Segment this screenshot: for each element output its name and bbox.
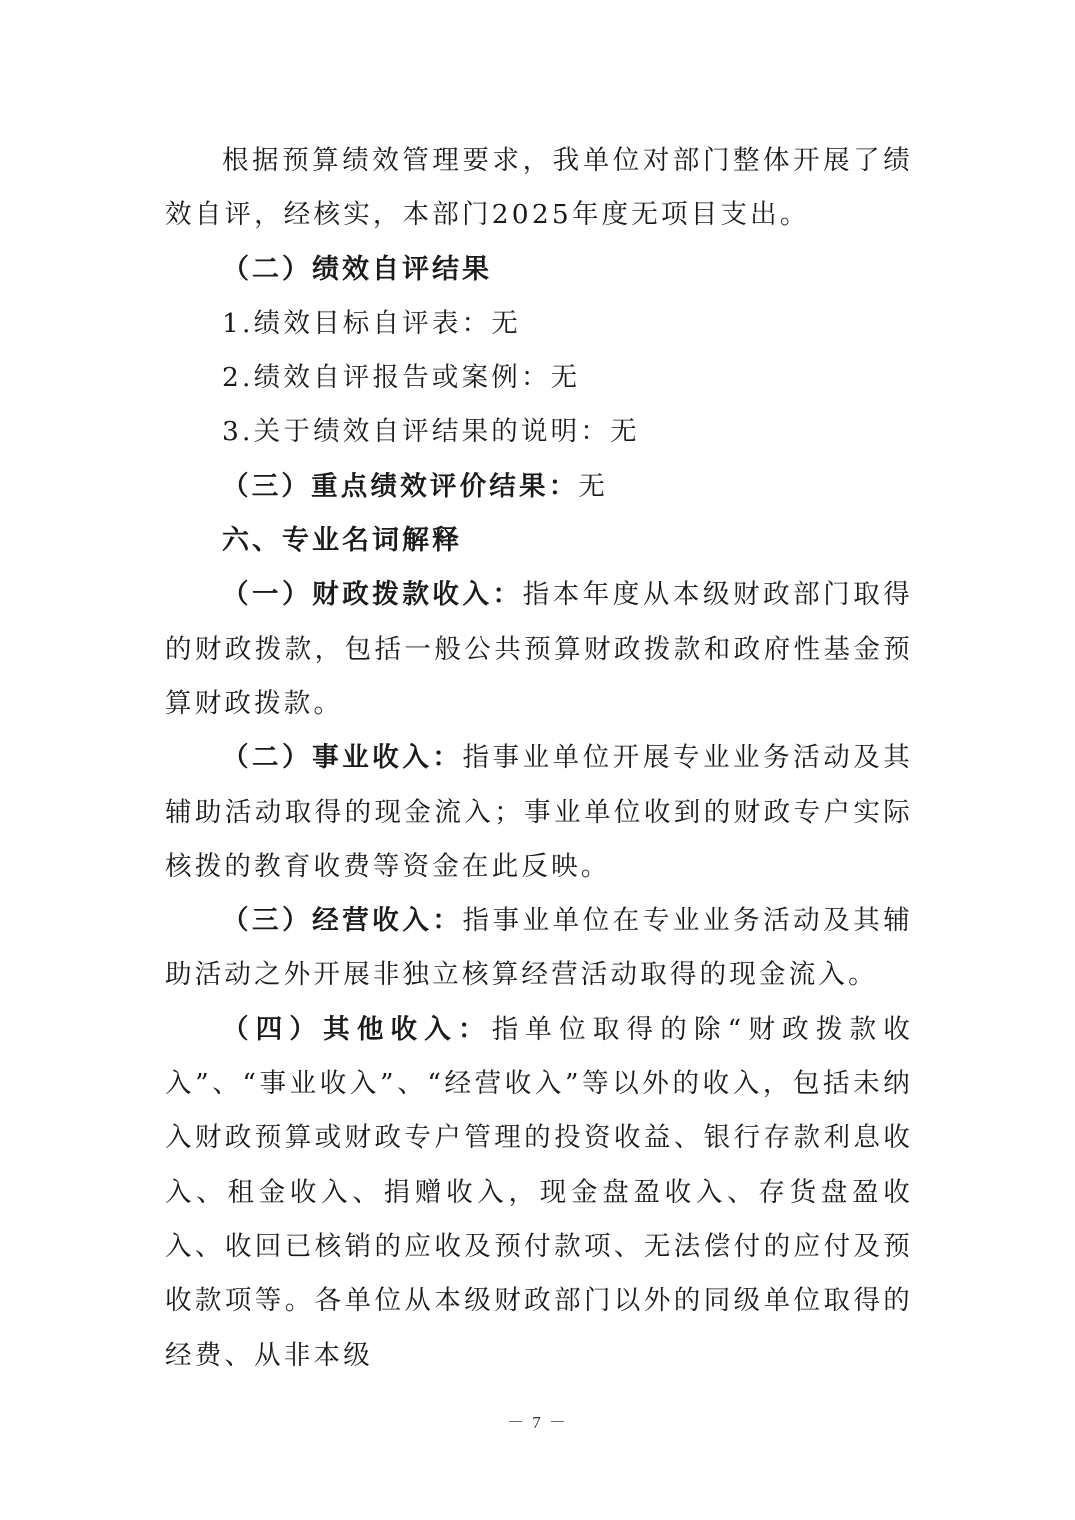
definition-text: 指单位取得的除“财政拨款收入”、“事业收入”、“经营收入”等以外的收入，包括未纳入财政预算或财政专户管理的投资收益、银行存款利息收入、租金收入、捐赠收入，现金盘盈收入、存货盘盈收入、收回已核销的应收及预付款项、无法偿付的应付及预收款项等。各单位从本级财政部门以外的同级单位取得的经费、从非本级 <box>165 1013 913 1371</box>
list-item-result-explanation: 3.关于绩效自评结果的说明：无 <box>222 416 640 448</box>
definition-term: （四）其他收入： <box>222 1013 492 1045</box>
definition-business-income <box>165 731 913 894</box>
definition-text: 指事业单位在专业业务活动及其辅助活动之外开展非独立核算经营活动取得的现金流入。 <box>165 905 914 991</box>
definition-text: 指本年度从本级财政部门取得的财政拨款，包括一般公共预算财政拨款和政府性基金预算财政拨款。 <box>165 579 913 719</box>
key-evaluation-value: 无 <box>578 470 609 502</box>
key-evaluation-label: （三）重点绩效评价结果： <box>222 470 579 502</box>
section-heading-terms: 六、专业名词解释 <box>222 525 462 557</box>
page-number: － 7 － <box>507 1413 568 1432</box>
list-item-target-table: 1.绩效目标自评表：无 <box>222 307 521 339</box>
definition-term: （一）财政拨款收入： <box>222 579 523 611</box>
definition-term: （三）经营收入： <box>222 905 463 937</box>
definition-operating-income <box>165 894 913 1003</box>
heading-self-evaluation-results: （二）绩效自评结果 <box>222 253 492 285</box>
definition-other-income <box>165 1003 913 1383</box>
list-item-report-case: 2.绩效自评报告或案例：无 <box>222 362 581 394</box>
definition-fiscal-appropriation <box>165 568 913 731</box>
definition-text: 指事业单位开展专业业务活动及其辅助活动取得的现金流入；事业单位收到的财政专户实际核拨的教育收费等资金在此反映。 <box>165 742 914 882</box>
heading-key-evaluation-results <box>165 460 913 514</box>
definition-term: （二）事业收入： <box>222 742 463 774</box>
document-body <box>165 134 913 1383</box>
paragraph-performance-self-evaluation: 根据预算绩效管理要求，我单位对部门整体开展了绩效自评，经核实，本部门2025年度无项目支出。 <box>165 145 913 231</box>
